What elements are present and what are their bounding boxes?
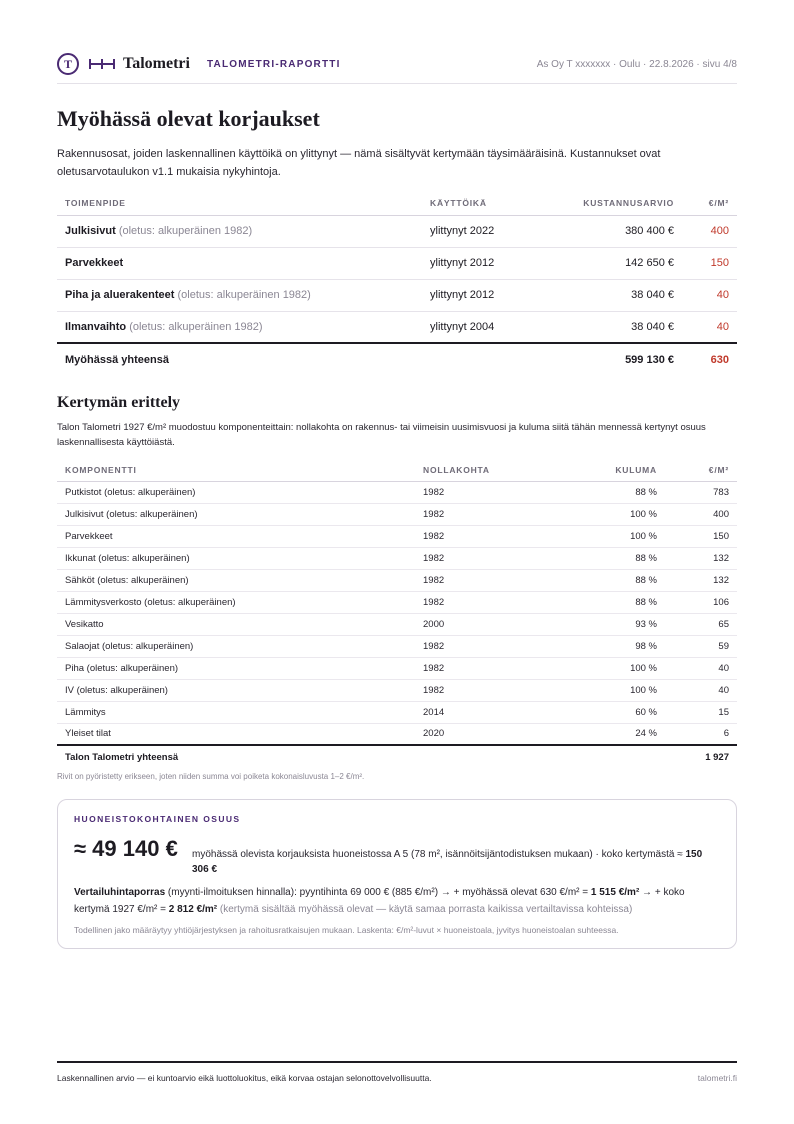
component-name: Julkisivut (oletus: alkuperäinen) [57, 503, 415, 525]
action-name: Parvekkeet [57, 247, 422, 279]
wear-value: 88 % [555, 547, 665, 569]
component-name: Vesikatto [57, 613, 415, 635]
per-m2-value: 150 [665, 525, 737, 547]
total-label: Myöhässä yhteensä [57, 343, 422, 376]
per-m2-value: 40 [665, 657, 737, 679]
header-divider [57, 83, 737, 84]
breakdown-row [57, 547, 737, 569]
col-life: KÄYTTÖIKÄ [422, 191, 557, 215]
cost-cell: 38 040 € [557, 311, 682, 343]
life-cell: ylittynyt 2012 [422, 279, 557, 311]
footer-site-link[interactable]: talometri.fi [697, 1073, 737, 1083]
share-amount: ≈ 49 140 € [74, 836, 178, 861]
breakdown-row [57, 679, 737, 701]
per-m2-value: 132 [665, 569, 737, 591]
page-header [57, 51, 737, 77]
component-name: Putkistot (oletus: alkuperäinen) [57, 481, 415, 503]
share-footnote: Todellinen jako määräytyy yhtiöjärjestyksen ja rahoitusratkaisujen mukaan. Laskenta: €/m²-luvut × huoneistoala, jyvitys huoneistoalan suhteessa. [74, 925, 619, 935]
cost-cell: 38 040 € [557, 279, 682, 311]
breakdown-row [57, 503, 737, 525]
per-m2-cell: 40 [682, 279, 737, 311]
compare-step1: 1 515 €/m² [590, 887, 640, 898]
overdue-row [57, 279, 737, 311]
wear-value: 88 % [555, 591, 665, 613]
per-m2-value: 783 [665, 481, 737, 503]
breakdown-total-label: Talon Talometri yhteensä [57, 745, 415, 768]
component-name: Parvekkeet [57, 525, 415, 547]
wear-value: 98 % [555, 635, 665, 657]
life-cell: ylittynyt 2012 [422, 247, 557, 279]
breakdown-table [57, 459, 737, 768]
per-m2-value: 132 [665, 547, 737, 569]
page-title: Myöhässä olevat korjaukset [57, 106, 320, 131]
apartment-share-box [57, 799, 737, 949]
overdue-header-row [57, 191, 737, 215]
per-m2-cell: 40 [682, 311, 737, 343]
overdue-row [57, 247, 737, 279]
wear-value: 88 % [555, 569, 665, 591]
breakdown-row [57, 701, 737, 723]
life-cell: ylittynyt 2004 [422, 311, 557, 343]
wear-value: 60 % [555, 701, 665, 723]
wear-value: 100 % [555, 525, 665, 547]
zero-year: 2000 [415, 613, 555, 635]
per-m2-value: 106 [665, 591, 737, 613]
footer-disclaimer: Laskennallinen arvio — ei kuntoarvio eikä luottoluokitus, eikä korvaa ostajan selonottovelvollisuutta. [57, 1073, 432, 1083]
life-cell: ylittynyt 2022 [422, 215, 557, 247]
overdue-row [57, 311, 737, 343]
total-per-m2: 630 [682, 343, 737, 376]
per-m2-cell: 400 [682, 215, 737, 247]
breakdown-row [57, 525, 737, 547]
breakdown-header-row [57, 459, 737, 481]
wear-value: 88 % [555, 481, 665, 503]
share-description: myöhässä olevista korjauksista huoneistossa A 5 (78 m², isännöitsijäntodistuksen mukaan) · koko kertymästä ≈ 150 306 € [192, 849, 703, 875]
per-m2-value: 6 [665, 723, 737, 745]
overdue-intro: Rakennusosat, joiden laskennallinen käyttöikä on ylittynyt — nämä sisältyvät kertymään täysimääräisinä. Kustannukset ovat oletusarvotaulukon v1.1 mukaisia nykyhintoja. [57, 148, 661, 178]
action-name: Piha ja aluerakenteet (oletus: alkuperäinen 1982) [57, 279, 422, 311]
component-name: Sähköt (oletus: alkuperäinen) [57, 569, 415, 591]
per-m2-value: 59 [665, 635, 737, 657]
breakdown-row [57, 591, 737, 613]
breakdown-row [57, 569, 737, 591]
comparison-ladder: Vertailuhintaporras (myynti-ilmoituksen hinnalla): pyyntihinta 69 000 € (885 €/m²) → + myöhässä olevat 630 €/m² = 1 515 €/m² → + koko kertymä 1927 €/m² = 2 812 €/m² (kertymä sisältää myöhässä olevat — käytä samaa porrasta kaikissa vertailtavissa kohteissa) [74, 887, 685, 915]
logo-mark [57, 53, 79, 75]
col-wear: KULUMA [555, 459, 665, 481]
wear-value: 100 % [555, 503, 665, 525]
breakdown-row [57, 657, 737, 679]
logo-letter: T [63, 56, 72, 71]
zero-year: 1982 [415, 679, 555, 701]
col-zero: NOLLAKOHTA [415, 459, 555, 481]
share-title: HUONEISTOKOHTAINEN OSUUS [74, 814, 241, 824]
breakdown-row [57, 613, 737, 635]
wear-value: 100 % [555, 657, 665, 679]
per-m2-value: 65 [665, 613, 737, 635]
header-meta: As Oy T xxxxxxx · Oulu · 22.8.2026 · sivu 4/8 [536, 58, 737, 70]
per-m2-value: 40 [665, 679, 737, 701]
footer-divider [57, 1061, 737, 1063]
brand-name: Talometri [123, 55, 190, 72]
cost-cell: 380 400 € [557, 215, 682, 247]
breakdown-row [57, 723, 737, 745]
zero-year: 1982 [415, 503, 555, 525]
wear-value: 100 % [555, 679, 665, 701]
component-name: Ikkunat (oletus: alkuperäinen) [57, 547, 415, 569]
breakdown-row [57, 481, 737, 503]
col-per-m2: €/M² [682, 191, 737, 215]
share-total: 150 306 € [192, 849, 703, 875]
action-name: Julkisivut (oletus: alkuperäinen 1982) [57, 215, 422, 247]
action-name: Ilmanvaihto (oletus: alkuperäinen 1982) [57, 311, 422, 343]
ruler-icon [89, 59, 115, 69]
component-name: Lämmitysverkosto (oletus: alkuperäinen) [57, 591, 415, 613]
breakdown-total-row [57, 745, 737, 768]
zero-year: 1982 [415, 635, 555, 657]
rounding-footnote: Rivit on pyöristetty erikseen, joten niiden summa voi poiketa kokonaisluvusta 1–2 €/m². [57, 772, 365, 781]
zero-year: 1982 [415, 657, 555, 679]
component-name: Piha (oletus: alkuperäinen) [57, 657, 415, 679]
col-component: KOMPONENTTI [57, 459, 415, 481]
report-tag: TALOMETRI-RAPORTTI [206, 58, 341, 70]
cost-cell: 142 650 € [557, 247, 682, 279]
per-m2-value: 15 [665, 701, 737, 723]
breakdown-title: Kertymän erittely [57, 394, 181, 411]
breakdown-row [57, 635, 737, 657]
col-cost: KUSTANNUSARVIO [557, 191, 682, 215]
compare-label: Vertailuhintaporras [74, 887, 166, 898]
zero-year: 1982 [415, 569, 555, 591]
wear-value: 24 % [555, 723, 665, 745]
overdue-total-row [57, 343, 737, 376]
component-name: IV (oletus: alkuperäinen) [57, 679, 415, 701]
compare-step2: 2 812 €/m² [168, 904, 218, 915]
per-m2-value: 400 [665, 503, 737, 525]
zero-year: 1982 [415, 591, 555, 613]
overdue-row [57, 215, 737, 247]
total-cost: 599 130 € [557, 343, 682, 376]
breakdown-total-value: 1 927 [665, 745, 737, 768]
zero-year: 1982 [415, 525, 555, 547]
col-per-m2: €/M² [665, 459, 737, 481]
overdue-table [57, 191, 737, 376]
component-name: Yleiset tilat [57, 723, 415, 745]
col-action: TOIMENPIDE [57, 191, 422, 215]
per-m2-cell: 150 [682, 247, 737, 279]
zero-year: 1982 [415, 481, 555, 503]
breakdown-intro: Talon Talometri 1927 €/m² muodostuu komponenteittain: nollakohta on rakennus- tai viimeisin uusimisvuosi ja kuluma siitä tähän mennessä kertynyt osuus laskennallisesta käyttöiästä. [57, 422, 706, 448]
zero-year: 1982 [415, 547, 555, 569]
zero-year: 2020 [415, 723, 555, 745]
component-name: Lämmitys [57, 701, 415, 723]
wear-value: 93 % [555, 613, 665, 635]
component-name: Salaojat (oletus: alkuperäinen) [57, 635, 415, 657]
zero-year: 2014 [415, 701, 555, 723]
